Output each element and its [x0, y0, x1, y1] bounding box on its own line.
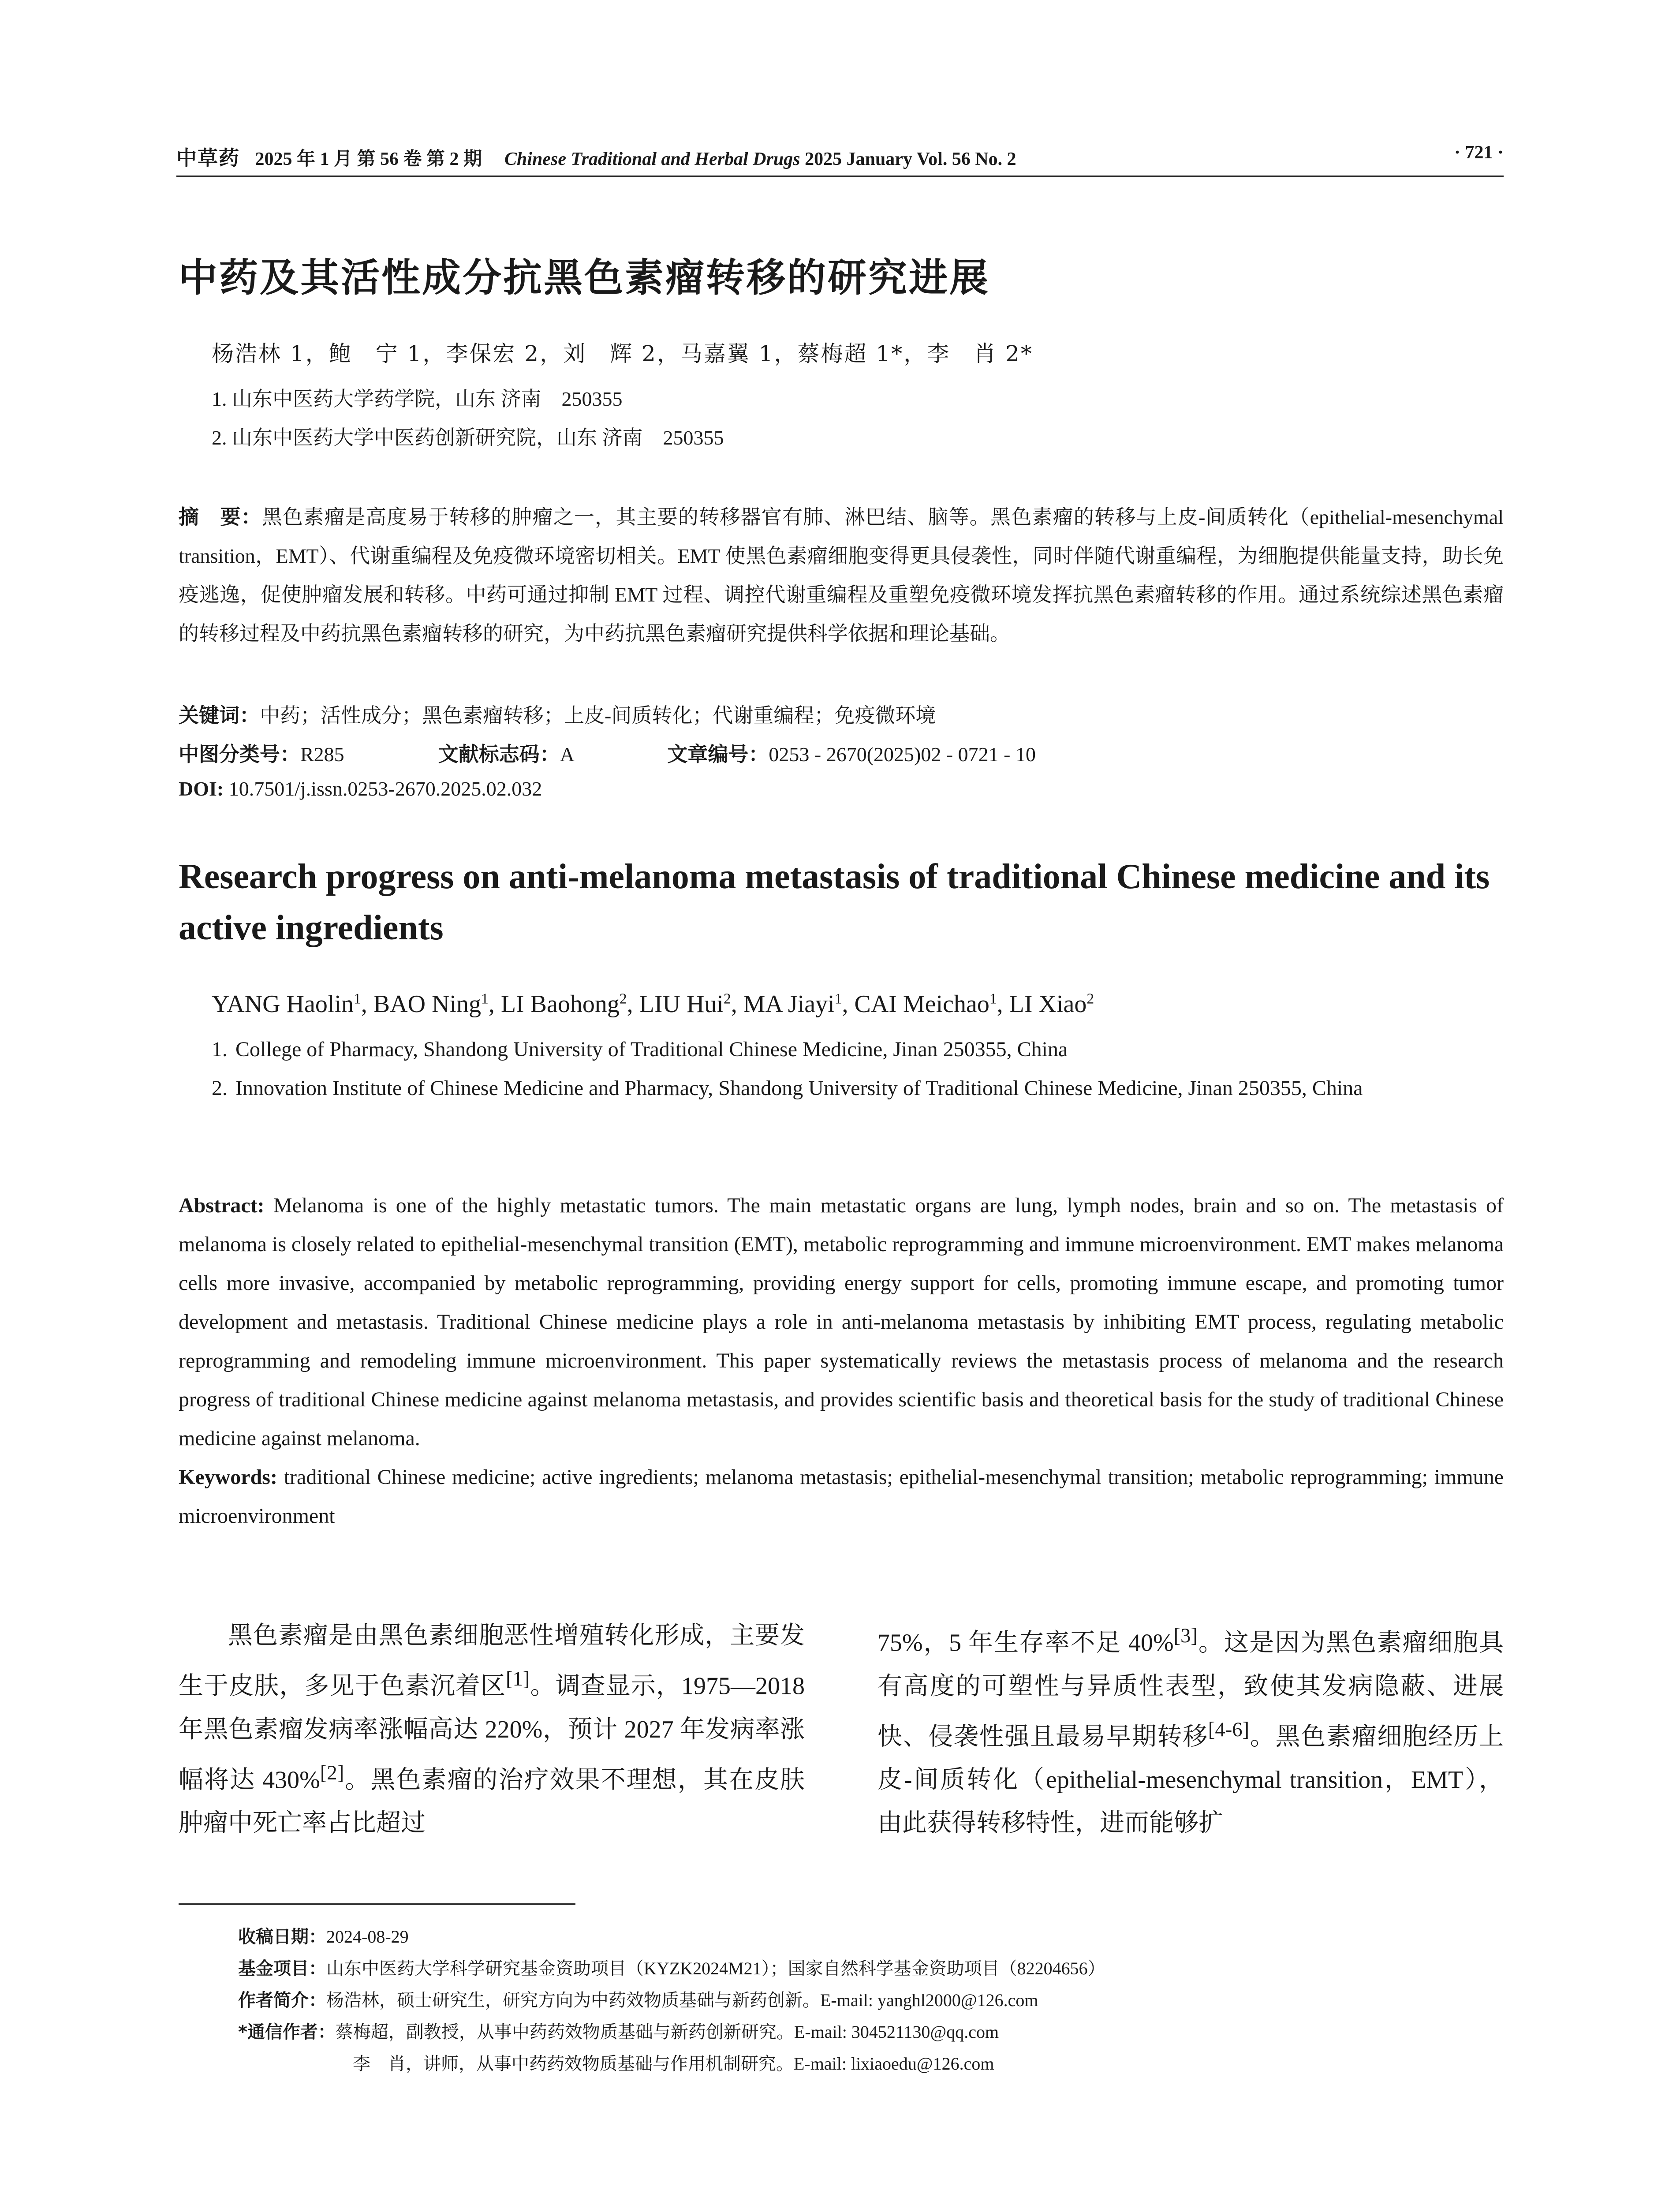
author-en-affiliation-mark: 1: [481, 990, 489, 1007]
keywords-cn-label: 关键词：: [179, 703, 260, 727]
authors-en: YANG Haolin$^1$, BAO Ning$^1$, LI Baohong$^2$, LIU Hui$^2$, MA Jiayi$^1$, CAI Meichao$^1$, LI Xiao$^2$: [212, 990, 1094, 1018]
body-text: 黑色素瘤是由黑色素细胞恶性增殖转化形成，主要发生于皮肤，多见于色素沉着区: [179, 1622, 805, 1700]
citation-mark: [1]: [506, 1667, 530, 1690]
clc-value: R285: [300, 743, 344, 766]
abstract-cn-label: 摘 要：: [179, 505, 262, 529]
author-en-name: CAI Meichao: [854, 990, 989, 1018]
doc-code-label: 文献标志码：: [438, 742, 560, 766]
body-paragraph-1-continued: [877, 1614, 1504, 1845]
header-rule: [176, 176, 1504, 177]
author-en-affiliation-mark: 2: [619, 990, 627, 1007]
author-en-affiliation-mark: 2: [723, 990, 731, 1007]
footnote-rule: [179, 1903, 575, 1905]
doc-code-value: A: [560, 743, 574, 766]
affiliation-cn-1: 1. 山东中医药大学药学院，山东 济南 250355: [212, 388, 623, 410]
author-en-name: LI Xiao: [1009, 990, 1087, 1018]
affiliation-en-1-text: College of Pharmacy, Shandong University of Traditional Chinese Medicine, Jinan 250355, China: [235, 1038, 1068, 1061]
author-en-affiliation-mark: 2: [1086, 990, 1094, 1007]
author-en-affiliation-mark: 1: [989, 990, 997, 1007]
keywords-en-text: traditional Chinese medicine; active ingredients; melanoma metastasis; epithelial-mesenchymal transition; metabolic reprogramming; immune microenvironment: [179, 1465, 1504, 1528]
keywords-en-paragraph: [179, 1458, 1504, 1536]
body-paragraph-1: [179, 1614, 805, 1845]
body-text: 75%，5 年生存率不足 40%: [877, 1629, 1174, 1657]
keywords-en-label: Keywords:: [179, 1465, 277, 1489]
author-en-name: MA Jiayi: [743, 990, 835, 1018]
journal-name-en: Chinese Traditional and Herbal Drugs: [504, 149, 800, 169]
authors-cn: 杨浩林 1，鲍 宁 1，李保宏 2，刘 辉 2，马嘉翼 1，蔡梅超 1*，李 肖 2*: [212, 341, 1033, 366]
footnote-corresponding-2-text: 李 肖，讲师，从事中药药效物质基础与作用机制研究。E-mail: lixiaoedu@126.com: [353, 2054, 994, 2074]
abstract-en-text: Melanoma is one of the highly metastatic tumors. The main metastatic organs are lung, lymph nodes, brain and so on. The metastasis of melanoma is closely related to epithelial-mesenchymal transition (EMT), metabolic reprogramming and immune microenvironment. EMT makes melanoma cells more invasive, accompanied by metabolic reprogramming, providing energy support for cells, promoting immune escape, and promoting tumor development and metastasis. Traditional Chinese medicine plays a role in anti-melanoma metastasis by inhibiting EMT process, regulating metabolic reprogramming and remodeling immune microenvironment. This paper systematically reviews the metastasis process of melanoma and the research progress of traditional Chinese medicine against melanoma metastasis, and provides scientific basis and theoretical basis for the study of traditional Chinese medicine against melanoma.: [179, 1194, 1504, 1450]
doi-value: 10.7501/j.issn.0253-2670.2025.02.032: [228, 777, 542, 800]
body-text: 。这是因为黑色素瘤细胞具有高度的可塑性与异质性表型，致使其发病隐蔽、进展快、侵袭性强且最易早期转移: [877, 1629, 1504, 1751]
abstract-en-label: Abstract:: [179, 1194, 265, 1217]
footnote-corresponding-label: *通信作者：: [238, 2022, 336, 2042]
title-cn: 中药及其活性成分抗黑色素瘤转移的研究进展: [179, 255, 990, 300]
footnote-author-bio-label: 作者简介：: [238, 1990, 326, 2011]
footnote-received-text: 2024-08-29: [326, 1927, 409, 1947]
author-en-name: LIU Hui: [639, 990, 724, 1018]
footnote-received-label: 收稿日期：: [238, 1927, 326, 1947]
footnote-author-bio-text: 杨浩林，硕士研究生，研究方向为中药效物质基础与新药创新。E-mail: yanghl2000@126.com: [326, 1990, 1038, 2010]
article-number-label: 文章编号：: [667, 742, 769, 766]
body-text: 。黑色素瘤的治疗效果不理想，其在皮肤肿瘤中死亡率占比超过: [179, 1766, 805, 1837]
affiliation-en-1: [212, 1030, 1504, 1069]
article-number-value: 0253 - 2670(2025)02 - 0721 - 10: [769, 743, 1036, 766]
citation-mark: [3]: [1173, 1624, 1198, 1647]
body-column-left: [179, 1614, 805, 1845]
footnote-author-bio: [238, 1986, 1038, 2011]
citation-mark: [2]: [320, 1761, 344, 1784]
author-en-name: LI Baohong: [500, 990, 620, 1018]
abstract-cn: [179, 497, 1504, 653]
footnote-corresponding-text: 蔡梅超，副教授，从事中药药效物质基础与新药创新研究。E-mail: 304521130@qq.com: [335, 2022, 999, 2042]
classification-line: [179, 738, 1036, 767]
keywords-cn: [179, 699, 936, 729]
body-column-right: [877, 1614, 1504, 1845]
journal-logo: 中草药: [176, 146, 240, 170]
doi-line: [179, 777, 542, 800]
footnote-funding-label: 基金项目：: [238, 1958, 326, 1979]
keywords-cn-text: 中药；活性成分；黑色素瘤转移；上皮-间质转化；代谢重编程；免疫微环境: [260, 704, 936, 727]
footnote-funding: [238, 1955, 1105, 1980]
title-en: Research progress on anti-melanoma metastasis of traditional Chinese medicine and its active ingredients: [179, 857, 1490, 947]
clc-label: 中图分类号：: [179, 742, 300, 766]
body-text: 。黑色素瘤细胞经历上皮-间质转化（epithelial-mesenchymal transition，EMT），由此获得转移特性，进而能够扩: [877, 1723, 1504, 1837]
body-text: 。调查显示，1975—2018 年黑色素瘤发病率涨幅高达 220%，预计 2027 年发病率涨幅将达 430%: [179, 1672, 805, 1794]
affiliation-en-2-text: Innovation Institute of Chinese Medicine and Pharmacy, Shandong University of Traditional Chinese Medicine, Jinan 250355, China: [235, 1076, 1363, 1100]
abstract-cn-text: 黑色素瘤是高度易于转移的肿瘤之一，其主要的转移器官有肺、淋巴结、脑等。黑色素瘤的转移与上皮-间质转化（epithelial-mesenchymal transition，EMT）、代谢重编程及免疫微环境密切相关。EMT 使黑色素瘤细胞变得更具侵袭性，同时伴随代谢重编程，为细胞提供能量支持，助长免疫逃逸，促使肿瘤发展和转移。中药可通过抑制 EMT 过程、调控代谢重编程及重塑免疫微环境发挥抗黑色素瘤转移的作用。通过系统综述黑色素瘤的转移过程及中药抗黑色素瘤转移的研究，为中药抗黑色素瘤研究提供科学依据和理论基础。: [179, 506, 1504, 645]
author-en-affiliation-mark: 1: [353, 990, 361, 1007]
author-en-name: BAO Ning: [373, 990, 482, 1018]
running-header: [176, 142, 1504, 173]
issue-cn: 2025 年 1 月 第 56 卷 第 2 期: [255, 149, 482, 169]
footnote-corresponding: [238, 2018, 999, 2043]
abstract-en: [179, 1186, 1504, 1536]
affiliation-en-2-num: 2.: [212, 1076, 228, 1100]
footnote-corresponding-2: [353, 2050, 994, 2075]
footnote-funding-text: 山东中医药大学科学研究基金资助项目（KYZK2024M21）；国家自然科学基金资助项目（82204656）: [326, 1958, 1105, 1978]
affiliation-en-1-num: 1.: [212, 1038, 228, 1061]
issue-en: 2025 January Vol. 56 No. 2: [805, 149, 1016, 169]
author-en-affiliation-mark: 1: [834, 990, 842, 1007]
abstract-en-paragraph: [179, 1186, 1504, 1458]
footnote-received: [238, 1923, 409, 1948]
doi-label: DOI:: [179, 777, 224, 800]
page-number: · 721 ·: [1454, 142, 1504, 163]
author-en-name: YANG Haolin: [212, 990, 354, 1018]
affiliation-en-2: [212, 1069, 1504, 1108]
citation-mark: [4-6]: [1208, 1718, 1250, 1741]
affiliation-cn-2: 2. 山东中医药大学中医药创新研究院，山东 济南 250355: [212, 426, 724, 449]
